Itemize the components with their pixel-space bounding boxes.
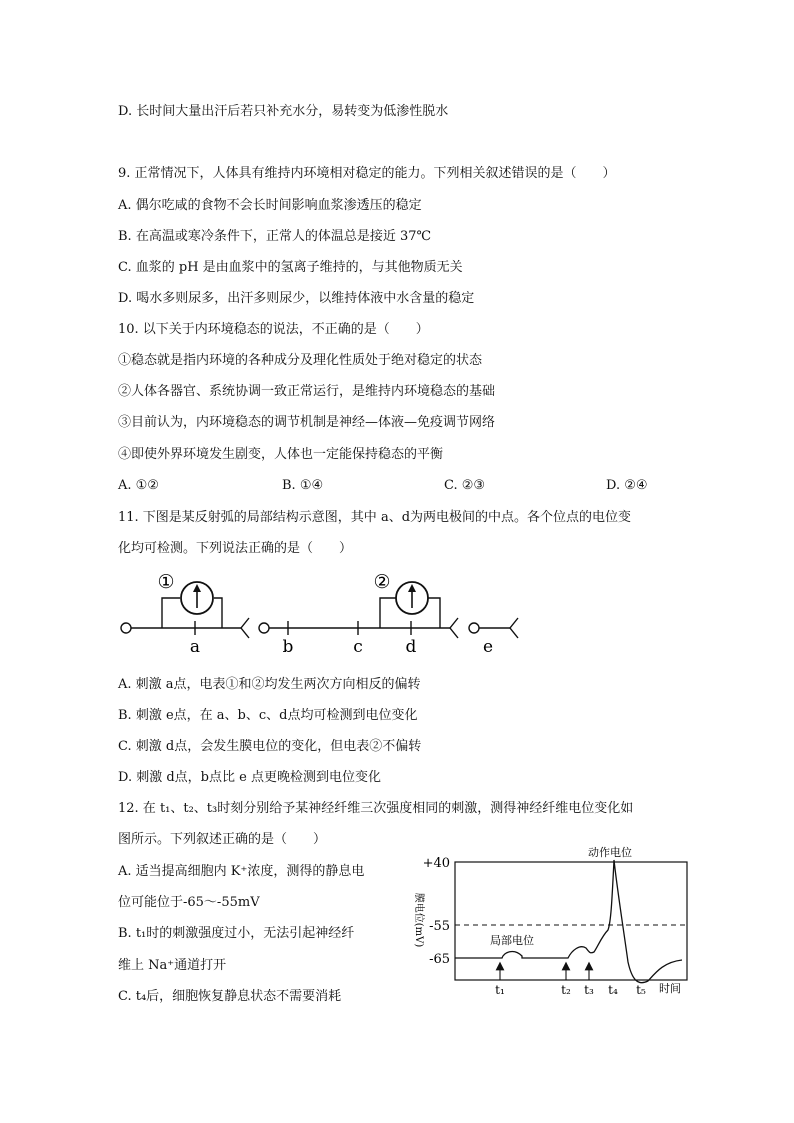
- y-tick-plus40: +40: [422, 856, 450, 871]
- y-tick-minus55: -55: [429, 919, 450, 934]
- q9-option-c: C. 血浆的 pH 是由血浆中的氢离子维持的，与其他物质无关: [118, 260, 463, 275]
- q11-stem-line2: 化均可检测。下列说法正确的是（ ）: [118, 541, 353, 556]
- q12-stem-line1: 12. 在 t₁、t₂、t₃时刻分别给予某神经纤维三次强度相同的刺激，测得神经纤维电位变化如: [118, 801, 634, 816]
- x-tick-t4: t₄: [608, 983, 618, 997]
- potential-curve: [455, 860, 682, 983]
- q10-option-d: D. ②④: [606, 478, 648, 493]
- q10-statement-2: ②人体各器官、系统协调一致正常运行，是维持内环境稳态的基础: [118, 384, 496, 399]
- point-e-label: e: [482, 637, 494, 657]
- point-b-label: b: [282, 637, 294, 657]
- q12-option-c-line1: C. t₄后，细胞恢复静息状态不需要消耗: [118, 989, 342, 1004]
- x-axis-label: 时间: [659, 982, 681, 995]
- y-tick-minus65: -65: [429, 952, 450, 967]
- q10-statement-4: ④即使外界环境发生剧变，人体也一定能保持稳态的平衡: [118, 447, 444, 462]
- q11-stem-line1: 11. 下图是某反射弧的局部结构示意图，其中 a、d为两电极间的中点。各个位点的电位变: [118, 510, 632, 525]
- q10-statement-1: ①稳态就是指内环境的各种成分及理化性质处于绝对稳定的状态: [118, 353, 483, 368]
- q8-option-d: D. 长时间大量出汗后若只补充水分，易转变为低渗性脱水: [118, 104, 449, 119]
- q10-stem: 10. 以下关于内环境稳态的说法，不正确的是（ ）: [118, 322, 429, 337]
- galvanometer-1-icon: [181, 582, 213, 614]
- y-axis-label: 膜电位(mV): [413, 892, 424, 948]
- q12-option-a-line1: A. 适当提高细胞内 K⁺浓度，测得的静息电: [118, 864, 365, 879]
- q9-stem: 9. 正常情况下，人体具有维持内环境相对稳定的能力。下列相关叙述错误的是（ ）: [118, 166, 616, 181]
- q12-option-a-line2: 位可能位于-65～-55mV: [118, 895, 260, 910]
- x-tick-t2: t₂: [561, 983, 571, 997]
- q12-option-b-line2: 维上 Na⁺通道打开: [118, 958, 227, 973]
- q10-option-c: C. ②③: [444, 478, 486, 493]
- galvanometer-2-icon: [396, 582, 428, 614]
- reflex-arc-diagram: [110, 566, 530, 658]
- q9-option-b: B. 在高温或寒冷条件下，正常人的体温总是接近 37℃: [118, 229, 432, 244]
- point-d-label: d: [405, 637, 417, 657]
- point-a-label: a: [189, 637, 201, 657]
- q9-option-d: D. 喝水多则尿多，出汗多则尿少，以维持体液中水含量的稳定: [118, 291, 475, 306]
- meter-2-label: ②: [373, 571, 391, 593]
- membrane-potential-graph: [400, 840, 700, 1005]
- x-tick-t1: t₁: [495, 983, 505, 997]
- q12-option-b-line1: B. t₁时的刺激强度过小，无法引起神经纤: [118, 926, 355, 941]
- meter-1-label: ①: [157, 571, 175, 593]
- q10-statement-3: ③目前认为，内环境稳态的调节机制是神经—体液—免疫调节网络: [118, 415, 496, 430]
- q10-option-a: A. ①②: [118, 478, 159, 493]
- q11-option-b: B. 刺激 e点，在 a、b、c、d点均可检测到电位变化: [118, 708, 418, 723]
- q9-option-a: A. 偶尔吃咸的食物不会长时间影响血浆渗透压的稳定: [118, 198, 422, 213]
- x-tick-t3: t₃: [584, 983, 594, 997]
- q11-option-c: C. 刺激 d点，会发生膜电位的变化，但电表②不偏转: [118, 739, 422, 754]
- q11-option-a: A. 刺激 a点，电表①和②均发生两次方向相反的偏转: [118, 677, 421, 692]
- action-potential-label: 动作电位: [588, 846, 632, 859]
- point-c-label: c: [353, 637, 363, 657]
- q10-option-b: B. ①④: [282, 478, 324, 493]
- q12-stem-line2: 图所示。下列叙述正确的是（ ）: [118, 832, 327, 847]
- x-tick-t5: t₅: [636, 983, 646, 997]
- local-potential-label: 局部电位: [490, 934, 534, 947]
- q11-option-d: D. 刺激 d点，b点比 e 点更晚检测到电位变化: [118, 770, 381, 785]
